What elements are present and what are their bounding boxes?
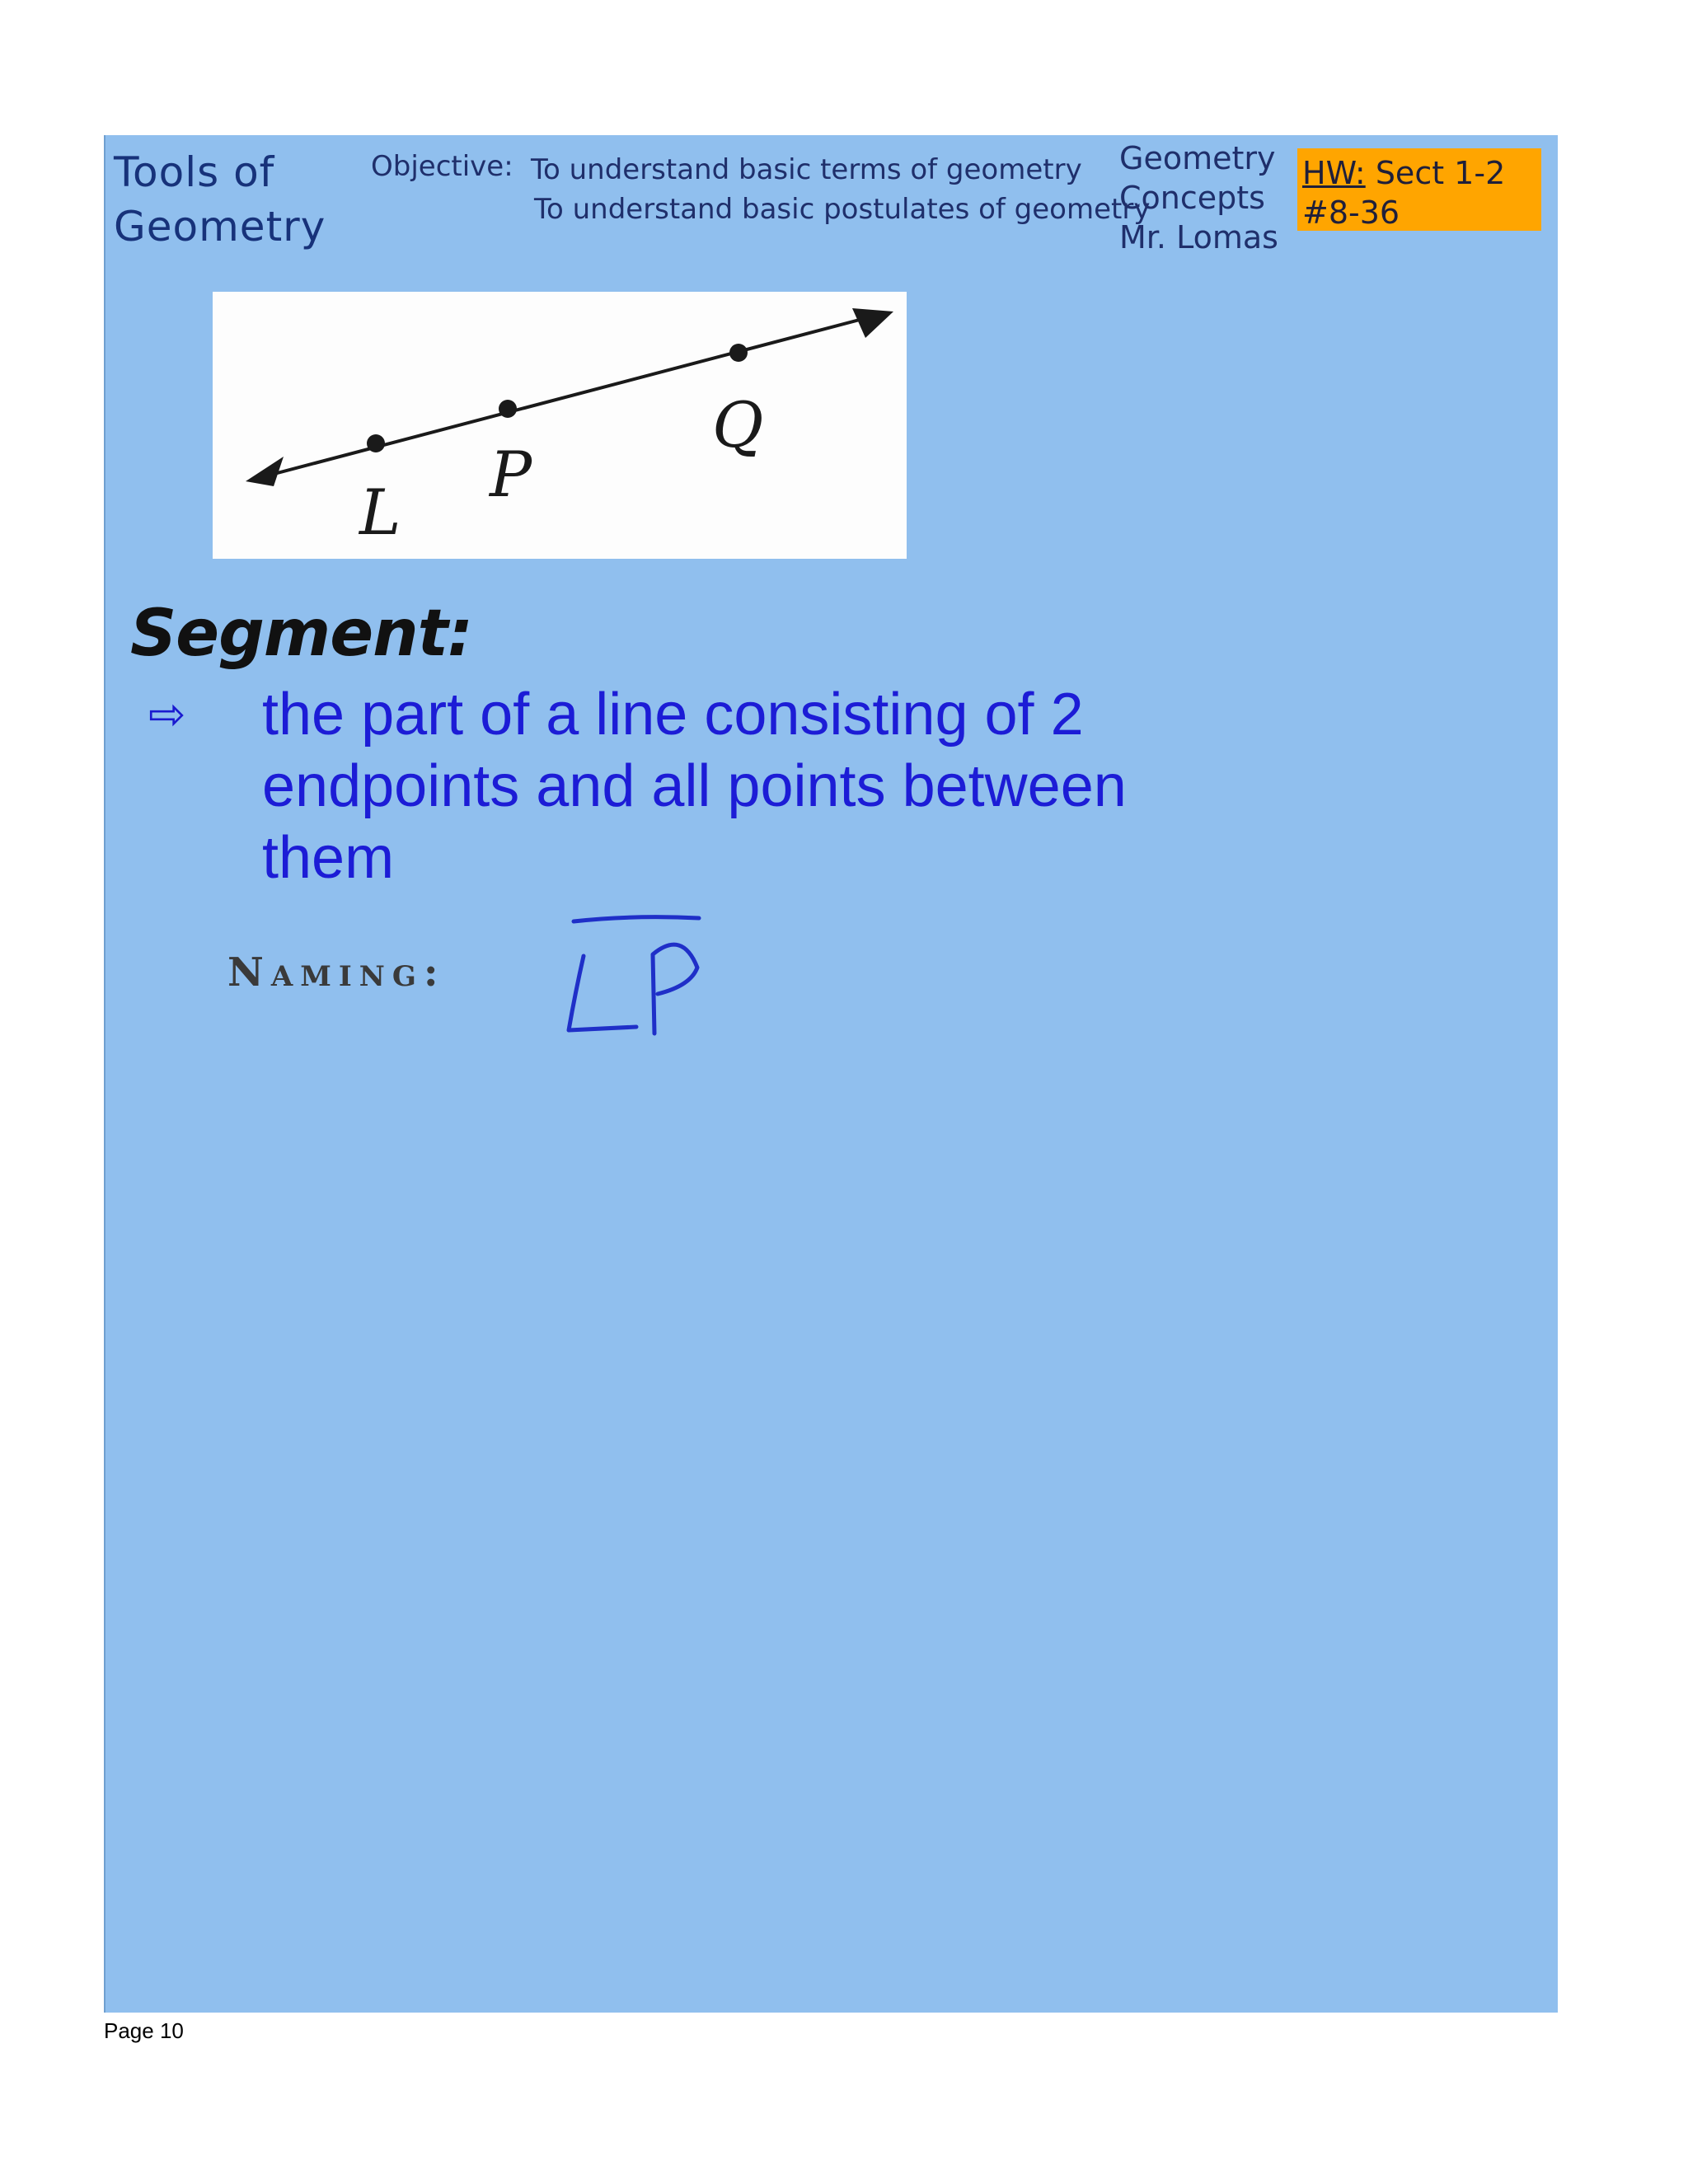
point-P bbox=[499, 400, 517, 418]
slide bbox=[104, 135, 1558, 2013]
naming-label: Naming: bbox=[227, 949, 446, 996]
handwritten-segment-LP bbox=[567, 910, 765, 1042]
point-L bbox=[367, 434, 385, 452]
right-arrowhead bbox=[852, 308, 893, 338]
course-line: Geometry bbox=[1119, 140, 1276, 176]
page-title: Tools of Geometry bbox=[114, 148, 326, 251]
homework-problems: #8-36 bbox=[1302, 194, 1400, 231]
arrow-bullet-icon: ⇨ bbox=[148, 688, 186, 740]
homework-section: Sect 1-2 bbox=[1365, 155, 1506, 191]
objective-item: To understand basic postulates of geometry bbox=[534, 193, 1151, 226]
course-line: Mr. Lomas bbox=[1119, 219, 1278, 255]
course-line: Concepts bbox=[1119, 180, 1265, 216]
ink-overbar bbox=[574, 917, 699, 921]
course-info bbox=[1119, 138, 1278, 257]
objective-item: To understand basic terms of geometry bbox=[531, 153, 1082, 186]
label-P: P bbox=[490, 438, 532, 511]
line-LQ bbox=[252, 316, 872, 480]
homework-label: HW: bbox=[1302, 155, 1366, 191]
ink-letter-P bbox=[653, 944, 697, 1033]
objective-list bbox=[531, 150, 1150, 229]
objective-label: Objective: bbox=[371, 150, 513, 183]
term-heading: Segment: bbox=[130, 597, 473, 671]
label-L: L bbox=[359, 476, 401, 549]
line-figure bbox=[213, 292, 907, 559]
homework-box bbox=[1297, 148, 1541, 231]
label-Q: Q bbox=[712, 388, 764, 462]
ink-letter-L bbox=[569, 956, 636, 1030]
left-arrowhead bbox=[246, 457, 284, 486]
point-Q bbox=[729, 344, 748, 362]
definition-text: the part of a line consisting of 2 endpoints and all points between them bbox=[262, 682, 1127, 891]
line-diagram bbox=[213, 292, 907, 559]
page-number: Page 10 bbox=[104, 2018, 184, 2043]
